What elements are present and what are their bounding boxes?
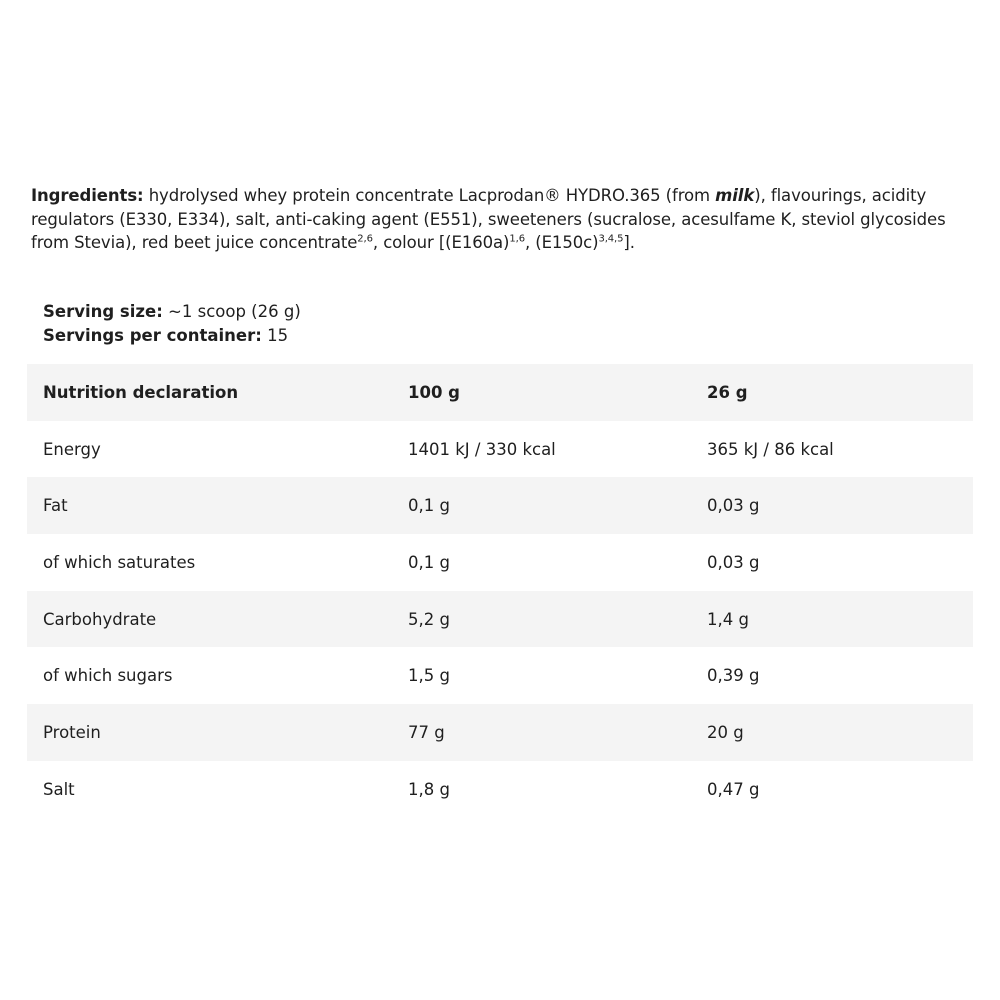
value-per-100g: 1,8 g [408,779,450,799]
table-row [27,421,973,478]
value-per-100g: 0,1 g [408,496,450,516]
footnote-ref: 1,6 [509,233,525,245]
allergen-milk: milk [715,186,755,205]
column-header: 100 g [408,382,460,402]
value-per-serving: 0,03 g [707,552,760,572]
value-per-100g: 1,5 g [408,666,450,686]
nutrient-name: Protein [43,722,101,742]
ingredients-label: Ingredients: [31,186,144,205]
column-header: Nutrition declaration [43,382,239,402]
table-row [27,704,973,761]
footnote-ref: 2,6 [357,233,373,245]
value-per-100g: 1401 kJ / 330 kcal [408,439,556,459]
serving-size [43,300,301,324]
ingredients-text: hydrolysed whey protein concentrate Lacprodan® HYDRO.365 (from [143,186,716,205]
table-header-row [27,364,973,421]
servings-per-container [43,324,301,348]
servings-per-container-value: 15 [261,326,289,345]
value-per-serving: 1,4 g [707,609,749,629]
value-per-serving: 0,03 g [707,496,760,516]
value-per-serving: 365 kJ / 86 kcal [707,439,834,459]
ingredients-text: ]. [623,233,635,252]
table-row [27,477,973,534]
table-row [27,534,973,591]
footnote-ref: 3,4,5 [598,233,624,245]
serving-size-value: ~1 scoop (26 g) [162,302,301,321]
table-row [27,761,973,818]
nutrient-name: Carbohydrate [43,609,157,629]
nutrient-name: Fat [43,496,68,516]
value-per-serving: 0,39 g [707,666,760,686]
value-per-100g: 0,1 g [408,552,450,572]
value-per-100g: 77 g [408,722,445,742]
nutrient-name: of which sugars [43,666,173,686]
ingredients-paragraph [31,184,976,255]
column-header: 26 g [707,382,748,402]
ingredients-text: , colour [(E160a) [372,233,510,252]
nutrition-table [27,364,973,818]
table-row [27,591,973,648]
ingredients-text: , (E150c) [524,233,599,252]
nutrient-name: of which saturates [43,552,196,572]
nutrient-name: Energy [43,439,101,459]
servings-per-container-label: Servings per container: [43,326,262,345]
value-per-serving: 0,47 g [707,779,760,799]
value-per-100g: 5,2 g [408,609,450,629]
nutrient-name: Salt [43,779,75,799]
table-row [27,647,973,704]
serving-info [43,300,301,348]
value-per-serving: 20 g [707,722,744,742]
ingredients-text: ), flavourings, acidity regulators (E330, E334), salt, anti-caking agent (E551), sweeteners (sucralose, acesulfame K, steviol glycosides from Stevia), red beet juice concentrate [31,186,946,252]
serving-size-label: Serving size: [43,302,163,321]
